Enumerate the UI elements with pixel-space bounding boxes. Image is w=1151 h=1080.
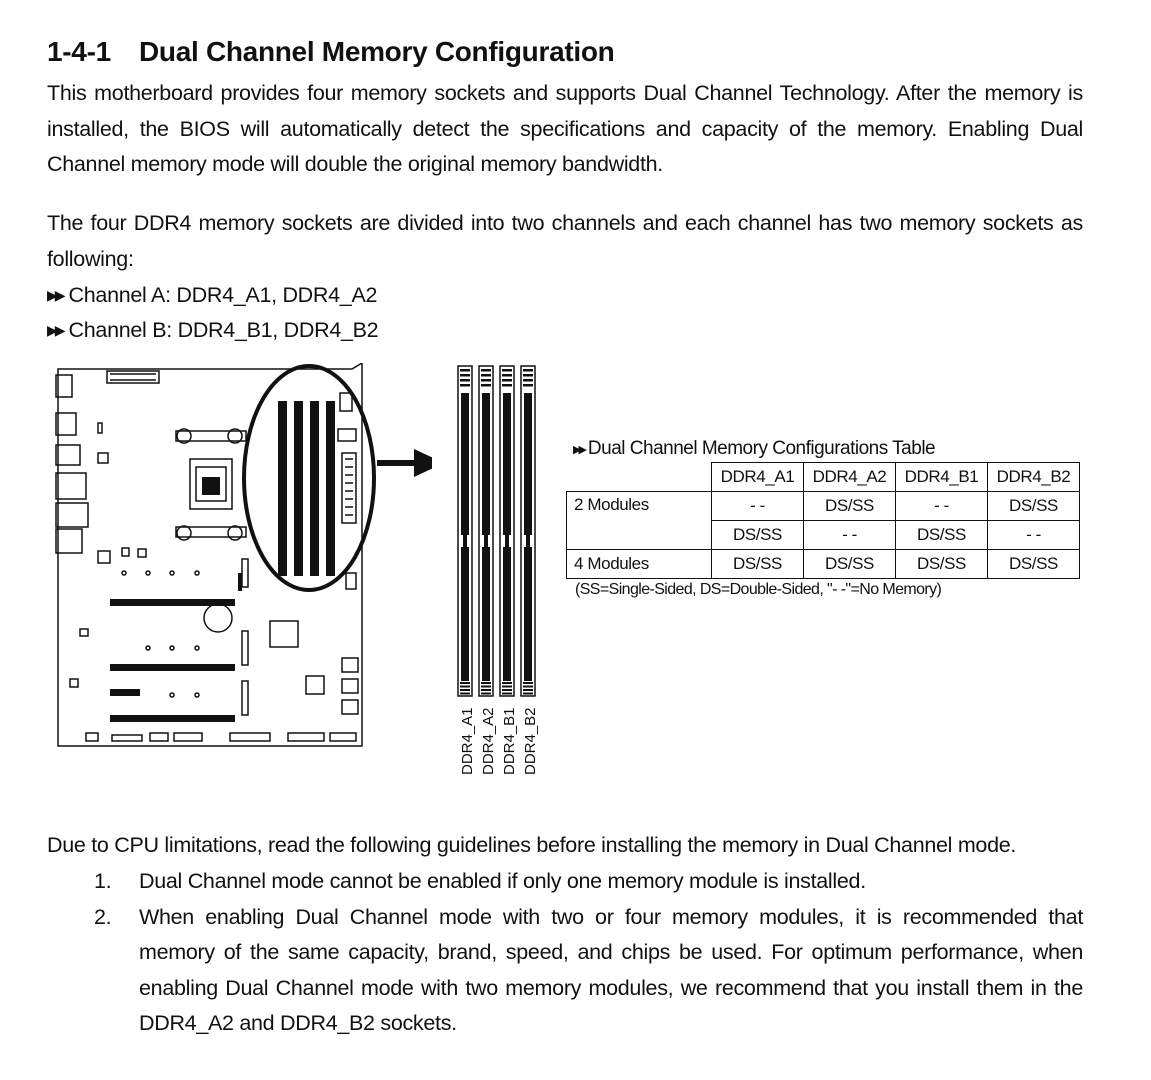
sockets-paragraph: The four DDR4 memory sockets are divided into two channels and each channel has two memory sockets as following: bbox=[47, 211, 1083, 271]
slot-label-a2: DDR4_A2 bbox=[480, 707, 497, 775]
table-cell: DS/SS bbox=[804, 550, 896, 579]
config-table-title bbox=[573, 438, 935, 460]
double-arrow-icon: ▶▶ bbox=[573, 444, 584, 456]
guidelines-intro: Due to CPU limitations, read the following guidelines before installing the memory in Dual Channel mode. bbox=[47, 833, 1017, 857]
table-cell: - - bbox=[988, 521, 1080, 550]
dimm-slot bbox=[521, 366, 535, 696]
channel-b-bullet bbox=[47, 313, 378, 350]
row-label: 2 Modules bbox=[567, 492, 712, 521]
table-cell: DS/SS bbox=[712, 521, 804, 550]
dimm-slot bbox=[458, 366, 472, 696]
section-title: Dual Channel Memory Configuration bbox=[139, 36, 615, 67]
row-label bbox=[567, 521, 712, 550]
table-cell: DS/SS bbox=[988, 492, 1080, 521]
slot-label-b1: DDR4_B1 bbox=[501, 707, 518, 775]
list-item-number: 1. bbox=[94, 869, 112, 893]
double-arrow-icon: ▶▶ bbox=[47, 287, 63, 303]
column-header: DDR4_B1 bbox=[896, 463, 988, 492]
dimm-slots-diagram bbox=[450, 363, 550, 783]
column-header: DDR4_A1 bbox=[712, 463, 804, 492]
config-table bbox=[566, 462, 1080, 579]
table-cell: - - bbox=[712, 492, 804, 521]
table-cell: - - bbox=[804, 521, 896, 550]
table-row bbox=[567, 492, 1080, 521]
config-table-title-text: Dual Channel Memory Configurations Table bbox=[587, 438, 936, 459]
column-header: DDR4_B2 bbox=[988, 463, 1080, 492]
double-arrow-icon: ▶▶ bbox=[47, 322, 63, 338]
table-row bbox=[567, 521, 1080, 550]
row-label: 4 Modules bbox=[567, 550, 712, 579]
table-header-row bbox=[567, 463, 1080, 492]
list-item-text: Dual Channel mode cannot be enabled if only one memory module is installed. bbox=[139, 869, 866, 893]
guidelines-list bbox=[47, 864, 1083, 1042]
list-item bbox=[47, 900, 1083, 1042]
motherboard-diagram bbox=[52, 363, 432, 753]
table-cell: DS/SS bbox=[896, 550, 988, 579]
intro-paragraph: This motherboard provides four memory sockets and supports Dual Channel Technology. After the memory is installed, the BIOS will automatically detect the specifications and capacity of the memory. Enabling Dual Channel memory mode will double the original memory bandwidth. bbox=[47, 81, 1083, 176]
slot-label-b2: DDR4_B2 bbox=[522, 707, 539, 775]
channel-a-bullet bbox=[47, 278, 377, 315]
slot-label-a1: DDR4_A1 bbox=[459, 707, 476, 775]
section-number: 1-4-1 bbox=[47, 36, 111, 67]
list-item bbox=[47, 864, 1083, 900]
channel-a-text: Channel A: DDR4_A1, DDR4_A2 bbox=[68, 283, 378, 307]
table-cell: - - bbox=[896, 492, 988, 521]
dimm-slot bbox=[500, 366, 514, 696]
table-cell: DS/SS bbox=[712, 550, 804, 579]
table-cell: DS/SS bbox=[804, 492, 896, 521]
section-heading bbox=[47, 36, 614, 68]
table-cell: DS/SS bbox=[988, 550, 1080, 579]
list-item-text: When enabling Dual Channel mode with two or four memory modules, it is recommended that memory of the same capacity, brand, speed, and chips be used. For optimum performance, when enabling Dual Channel mode with two memory modules, we recommend that you install them in the DDR4_A2 and DDR4_B2 sockets. bbox=[139, 904, 1083, 1035]
channel-b-text: Channel B: DDR4_B1, DDR4_B2 bbox=[68, 318, 379, 342]
table-cell: DS/SS bbox=[896, 521, 988, 550]
table-row bbox=[567, 550, 1080, 579]
list-item-number: 2. bbox=[94, 904, 112, 929]
column-header: DDR4_A2 bbox=[804, 463, 896, 492]
config-table-note: (SS=Single-Sided, DS=Double-Sided, "- -"=No Memory) bbox=[575, 581, 942, 598]
dimm-slot bbox=[479, 366, 493, 696]
